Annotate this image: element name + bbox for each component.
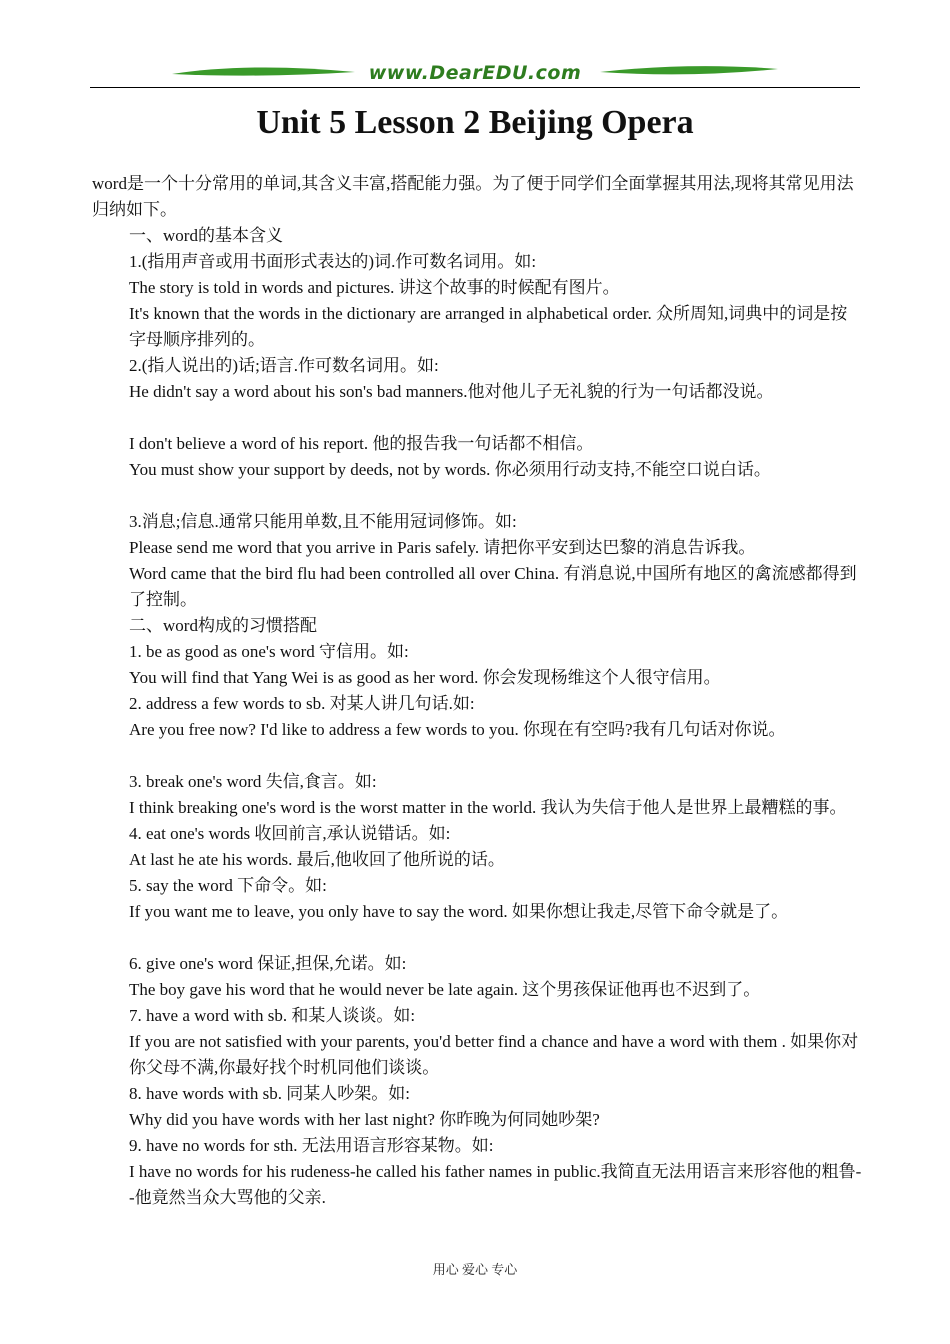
header-rule [90, 87, 860, 88]
collocation-label: 2. address a few words to sb. 对某人讲几句话.如: [129, 694, 475, 713]
usage-label: 2.(指人说出的)话;语言.作可数名词用。如: [129, 356, 439, 375]
blank-line [92, 483, 864, 509]
blank-line [92, 925, 864, 951]
site-logo-text: www.DearEDU.com [368, 62, 582, 84]
collocation-label: 5. say the word 下命令。如: [129, 876, 327, 895]
collocation-label: 4. eat one's words 收回前言,承认说错话。如: [129, 824, 451, 843]
example-sentence: Word came that the bird flu had been controlled all over China. 有消息说,中国所有地区的禽流感都得到了控制。 [129, 564, 857, 609]
example-sentence: He didn't say a word about his son's bad manners.他对他儿子无礼貌的行为一句话都没说。 [129, 382, 774, 401]
collocation-label: 8. have words with sb. 同某人吵架。如: [129, 1084, 410, 1103]
example-sentence: If you want me to leave, you only have to say the word. 如果你想让我走,尽管下命令就是了。 [129, 902, 789, 921]
section-heading: 一、word的基本含义 [129, 226, 283, 245]
document-title: Unit 5 Lesson 2 Beijing Opera [256, 104, 694, 141]
usage-label: 3.消息;信息.通常只能用单数,且不能用冠词修饰。如: [129, 512, 517, 531]
example-sentence: I have no words for his rudeness-he called his father names in public.我简直无法用语言来形容他的粗鲁--他竟然当众大骂他的父亲. [129, 1162, 862, 1207]
blank-line [92, 405, 864, 431]
example-sentence: You will find that Yang Wei is as good as her word. 你会发现杨维这个人很守信用。 [129, 668, 721, 687]
example-sentence: It's known that the words in the dictionary are arranged in alphabetical order. 众所周知,词典中的词是按字母顺序排列的。 [129, 304, 848, 349]
header-banner [90, 60, 860, 90]
example-sentence: The story is told in words and pictures. 讲这个故事的时候配有图片。 [129, 278, 620, 297]
usage-label: 1.(指用声音或用书面形式表达的)词.作可数名词用。如: [129, 252, 537, 271]
example-sentence: Please send me word that you arrive in Paris safely. 请把你平安到达巴黎的消息告诉我。 [129, 538, 756, 557]
collocation-label: 9. have no words for sth. 无法用语言形容某物。如: [129, 1136, 494, 1155]
example-sentence: You must show your support by deeds, not by words. 你必须用行动支持,不能空口说白话。 [129, 460, 771, 479]
example-sentence: The boy gave his word that he would never be late again. 这个男孩保证他再也不迟到了。 [129, 980, 761, 999]
page-footer: 用心 爱心 专心 [432, 1262, 518, 1277]
example-sentence: Are you free now? I'd like to address a few words to you. 你现在有空吗?我有几句话对你说。 [129, 720, 786, 739]
intro-paragraph: word是一个十分常用的单词,其含义丰富,搭配能力强。为了便于同学们全面掌握其用法,现将其常见用法归纳如下。 [92, 174, 854, 219]
collocation-label: 6. give one's word 保证,担保,允诺。如: [129, 954, 407, 973]
example-sentence: Why did you have words with her last night? 你昨晚为何同她吵架? [129, 1110, 600, 1129]
blank-line [92, 743, 864, 769]
example-sentence: I think breaking one's word is the worst matter in the world. 我认为失信于他人是世界上最糟糕的事。 [129, 798, 847, 817]
example-sentence: At last he ate his words. 最后,他收回了他所说的话。 [129, 850, 505, 869]
document-body [92, 171, 864, 1211]
collocation-label: 1. be as good as one's word 守信用。如: [129, 642, 409, 661]
example-sentence: If you are not satisfied with your parents, you'd better find a chance and have a word with them . 如果你对你父母不满,你最好找个时机同他们谈谈。 [129, 1032, 859, 1077]
collocation-label: 3. break one's word 失信,食言。如: [129, 772, 377, 791]
example-sentence: I don't believe a word of his report. 他的报告我一句话都不相信。 [129, 434, 594, 453]
collocation-label: 7. have a word with sb. 和某人谈谈。如: [129, 1006, 416, 1025]
section-heading: 二、word构成的习惯搭配 [129, 616, 317, 635]
